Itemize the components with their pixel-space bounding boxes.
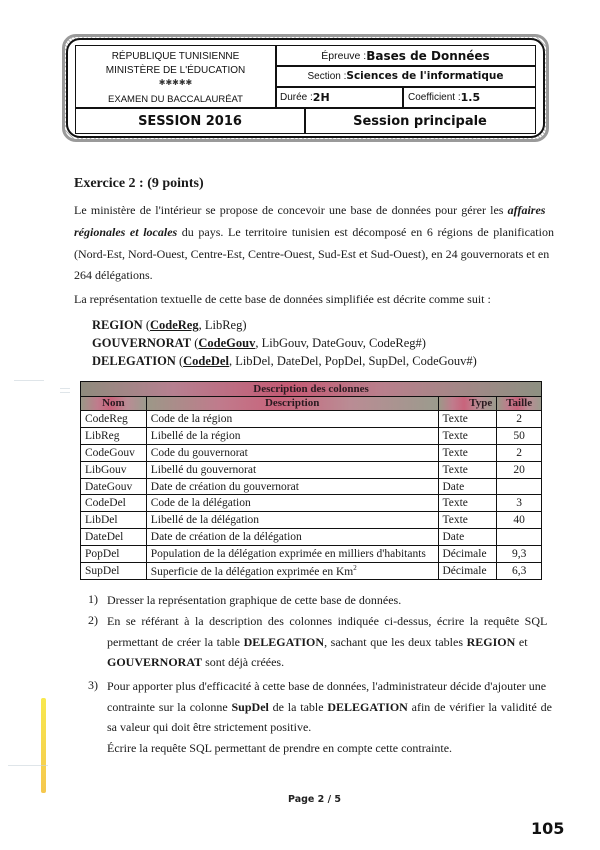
cell-taille: 3 xyxy=(497,495,542,512)
text: contrainte sur la colonne xyxy=(107,699,232,714)
primary-key: CodeGouv xyxy=(198,336,256,350)
cell-taille: 40 xyxy=(497,512,542,529)
cell-type: Texte xyxy=(438,495,497,512)
header-description: Description xyxy=(146,396,438,411)
text: et xyxy=(515,634,528,649)
table-row xyxy=(81,529,542,546)
session-type: Session principale xyxy=(353,113,487,129)
duration-label: Durée : xyxy=(280,91,313,103)
cell-nom: PopDel xyxy=(81,546,147,563)
text: permettant de créer la table xyxy=(107,634,244,649)
keyword: DELEGATION xyxy=(327,699,408,714)
intro-line-3: (Nord-Est, Nord-Ouest, Centre-Est, Centre-Ouest, Sud-Est et Sud-Ouest), en 24 gouvernorats et en xyxy=(74,247,550,261)
table-row xyxy=(81,427,542,444)
question-line xyxy=(107,697,561,718)
cell-type: Texte xyxy=(438,512,497,529)
keyword: DELEGATION xyxy=(243,634,325,649)
section-field xyxy=(276,66,535,86)
scan-artifact xyxy=(14,380,44,381)
table-row xyxy=(81,444,542,461)
attributes: , LibReg) xyxy=(198,318,247,332)
schema-delegation xyxy=(92,354,477,369)
keyword: SupDel xyxy=(231,699,269,714)
cell-nom: CodeReg xyxy=(81,411,147,428)
text: sont déjà créées. xyxy=(202,655,285,669)
intro-line-4: 264 délégations. xyxy=(74,268,153,282)
cell-description: Code de la délégation xyxy=(146,495,438,512)
cell-description: Code de la région xyxy=(146,411,438,428)
cell-nom: CodeGouv xyxy=(81,444,147,461)
question-3-text xyxy=(107,676,561,758)
table-title: Description des colonnes xyxy=(81,382,542,397)
table-header-row xyxy=(81,396,542,411)
cell-taille: 2 xyxy=(497,444,542,461)
keyword: GOUVERNORAT xyxy=(107,655,203,669)
superscript: 2 xyxy=(353,563,357,572)
table-name: REGION xyxy=(92,318,143,332)
cell-taille xyxy=(497,529,542,546)
schema-region xyxy=(92,318,247,333)
stars-decoration: ✱✱✱✱✱ xyxy=(158,77,193,87)
page-indicator: Page 2 / 5 xyxy=(288,794,341,805)
cell-nom: CodeDel xyxy=(81,495,147,512)
columns-description-table xyxy=(80,381,542,580)
cell-nom: LibGouv xyxy=(81,461,147,478)
question-3-number: 3) xyxy=(88,678,98,692)
description-text: Superficie de la délégation exprimée en Km xyxy=(150,565,354,578)
scan-artifact xyxy=(60,388,70,389)
text: afin de vérifier la validité de xyxy=(407,699,552,714)
primary-key: CodeDel xyxy=(183,354,229,368)
table-title-row xyxy=(81,382,542,397)
coefficient-field xyxy=(403,87,535,107)
page-number: 105 xyxy=(531,819,565,838)
intro-text: Le ministère de l'intérieur se propose de concevoir une base de données pour gérer les xyxy=(74,203,508,217)
paren: ( xyxy=(142,318,150,332)
cell-taille: 2 xyxy=(497,411,542,428)
highlighter-mark xyxy=(41,698,46,793)
question-2-number: 2) xyxy=(88,613,98,627)
cell-description: Libellé de la région xyxy=(146,427,438,444)
question-2-text xyxy=(107,611,561,673)
intro-line-2 xyxy=(74,225,554,240)
attributes: , LibGouv, DateGouv, CodeReg#) xyxy=(255,336,426,350)
subject-field xyxy=(276,46,535,65)
cell-description: Libellé de la délégation xyxy=(146,512,438,529)
table-row xyxy=(81,563,542,580)
table-row xyxy=(81,411,542,428)
table-name: GOUVERNORAT xyxy=(92,336,192,350)
exam-header-table xyxy=(75,45,536,134)
table-row xyxy=(81,546,542,563)
cell-taille: 20 xyxy=(497,461,542,478)
question-line: Écrire la requête SQL permettant de prendre en compte cette contrainte. xyxy=(107,740,453,755)
cell-description: Libellé du gouvernorat xyxy=(146,461,438,478)
question-line xyxy=(107,652,561,673)
cell-type: Date xyxy=(438,529,497,546)
header-nom: Nom xyxy=(81,396,147,411)
header-type: Type xyxy=(438,396,497,411)
country-label: RÉPUBLIQUE TUNISIENNE xyxy=(111,50,240,62)
question-line: sa valeur qui doit être strictement positive. xyxy=(107,720,312,734)
header-taille: Taille xyxy=(497,396,542,411)
session-year: SESSION 2016 xyxy=(138,113,242,129)
schema-gouvernorat xyxy=(92,336,426,351)
table-name: DELEGATION xyxy=(92,354,176,368)
cell-type: Texte xyxy=(438,411,497,428)
cell-type: Décimale xyxy=(438,546,497,563)
cell-type: Décimale xyxy=(438,563,497,580)
section-value: Sciences de l'informatique xyxy=(346,70,504,82)
section-label: Section : xyxy=(307,70,347,82)
subject-value: Bases de Données xyxy=(366,48,490,63)
scan-artifact xyxy=(8,765,48,766)
cell-description xyxy=(146,563,438,580)
schema-intro: La représentation textuelle de cette base de données simplifiée est décrite comme suit : xyxy=(74,292,491,306)
question-line: En se référant à la description des colonnes indiquée ci-dessus, écrire la requête SQL xyxy=(107,614,548,628)
subject-label: Épreuve : xyxy=(321,49,367,62)
coefficient-label: Coefficient : xyxy=(408,91,461,103)
intro-line-1 xyxy=(74,203,545,218)
cell-taille: 9,3 xyxy=(497,546,542,563)
cell-nom: SupDel xyxy=(81,563,147,580)
text: de la table xyxy=(268,699,328,714)
table-row xyxy=(81,461,542,478)
table-row xyxy=(81,512,542,529)
cell-description: Population de la délégation exprimée en milliers d'habitants xyxy=(146,546,438,563)
cell-description: Code du gouvernorat xyxy=(146,444,438,461)
cell-nom: DateGouv xyxy=(81,478,147,495)
primary-key: CodeReg xyxy=(150,318,199,332)
cell-taille xyxy=(497,478,542,495)
cell-nom: DateDel xyxy=(81,529,147,546)
paren: ( xyxy=(191,336,199,350)
cell-nom: LibDel xyxy=(81,512,147,529)
duration-value: 2H xyxy=(312,90,330,104)
question-1-text: Dresser la représentation graphique de cette base de données. xyxy=(107,593,402,607)
table-row xyxy=(81,478,542,495)
intro-emphasis: affaires xyxy=(507,203,546,217)
text: , sachant que les deux tables xyxy=(324,634,467,649)
cell-description: Date de création du gouvernorat xyxy=(146,478,438,495)
duration-field xyxy=(276,87,402,107)
scan-artifact xyxy=(60,392,70,393)
question-line: Pour apporter plus d'efficacité à cette base de données, l'administrateur décide d'ajouter une xyxy=(107,679,547,693)
question-1-number: 1) xyxy=(88,592,98,606)
keyword: REGION xyxy=(466,634,516,649)
cell-type: Texte xyxy=(438,427,497,444)
cell-description: Date de création de la délégation xyxy=(146,529,438,546)
paren: ( xyxy=(175,354,184,368)
table-row xyxy=(81,495,542,512)
cell-taille: 50 xyxy=(497,427,542,444)
cell-type: Date xyxy=(438,478,497,495)
cell-type: Texte xyxy=(438,461,497,478)
question-line xyxy=(107,632,561,653)
cell-taille: 6,3 xyxy=(497,563,542,580)
coefficient-value: 1.5 xyxy=(460,90,481,104)
attributes: , LibDel, DateDel, PopDel, SupDel, CodeGouv#) xyxy=(228,354,477,368)
intro-text: du pays. Le territoire tunisien est décomposé en 6 régions de planification xyxy=(177,225,554,239)
cell-nom: LibReg xyxy=(81,427,147,444)
exercise-title: Exercice 2 : (9 points) xyxy=(74,176,204,191)
ministry-label: MINISTÈRE DE L'ÉDUCATION xyxy=(105,64,246,76)
exam-label: EXAMEN DU BACCALAURÉAT xyxy=(108,93,243,105)
intro-emphasis: régionales et locales xyxy=(74,225,178,239)
cell-type: Texte xyxy=(438,444,497,461)
